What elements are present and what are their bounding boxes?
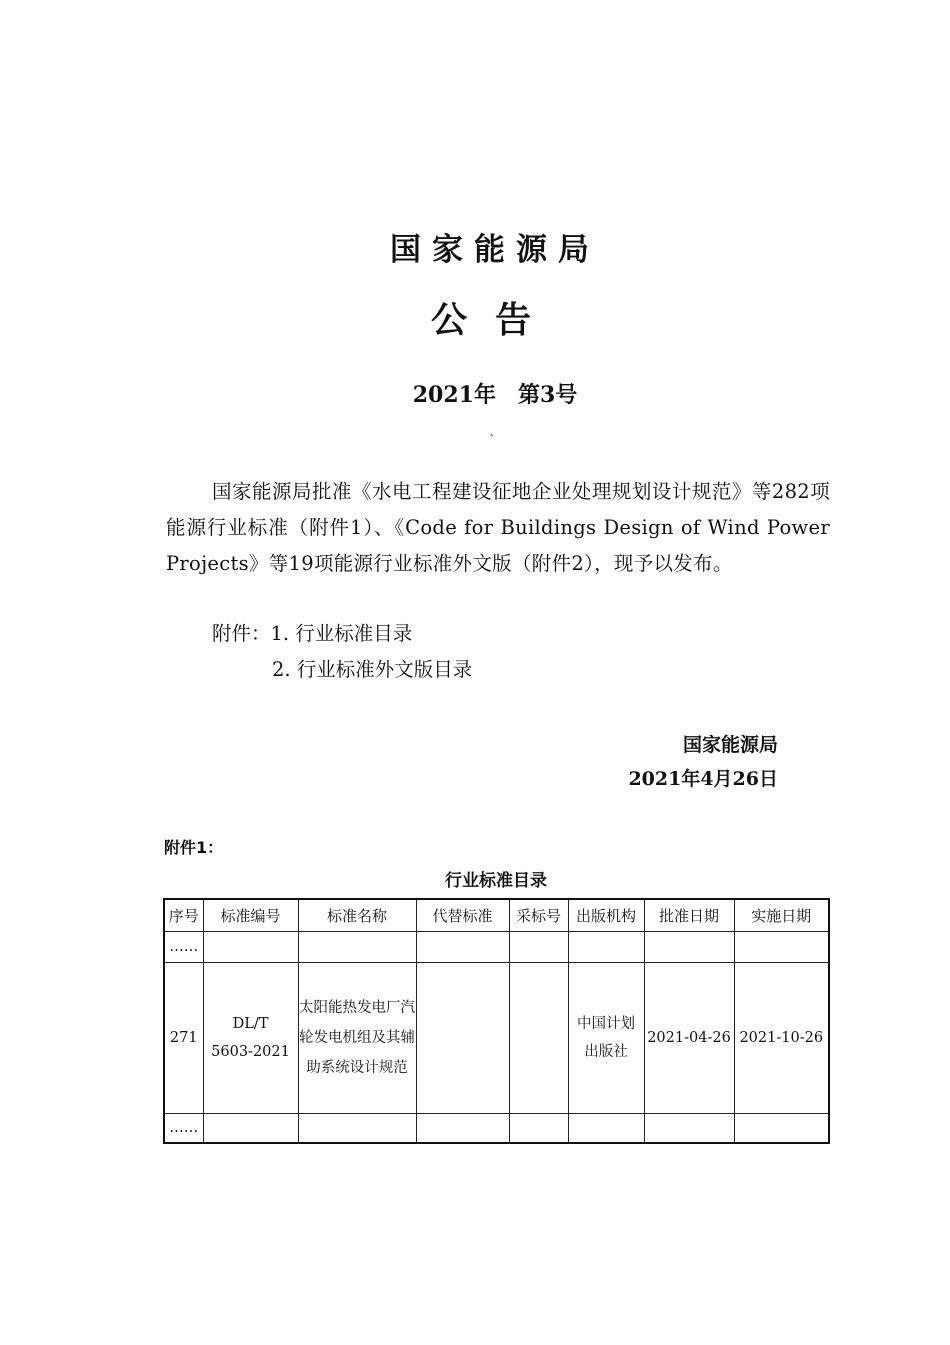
announcement-heading: 公告 xyxy=(430,300,559,341)
ellipsis-cell: …… xyxy=(164,932,203,963)
table-header-row xyxy=(164,899,829,932)
column-header-publisher: 出版机构 xyxy=(568,899,644,932)
cell-seq: 271 xyxy=(164,963,203,1114)
column-header-replaces: 代替标准 xyxy=(416,899,509,932)
cell-code-line1: DL/T xyxy=(232,1016,269,1032)
column-header-effective: 实施日期 xyxy=(734,899,829,932)
table-row xyxy=(164,963,829,1114)
column-header-name: 标准名称 xyxy=(298,899,416,932)
cell-adopted xyxy=(509,963,568,1114)
attachment-item-1: 附件：1. 行业标准目录 xyxy=(212,622,413,645)
cell-effective: 2021-10-26 xyxy=(734,963,829,1114)
signature-organization: 国家能源局 xyxy=(682,734,778,756)
column-header-code: 标准编号 xyxy=(203,899,298,932)
cell-code-line2: 5603-2021 xyxy=(211,1044,290,1060)
cell-replaces xyxy=(416,963,509,1114)
table-row-ellipsis xyxy=(164,1114,829,1144)
cell-code xyxy=(203,963,298,1114)
column-header-seq: 序号 xyxy=(164,899,203,932)
scan-mark: ` xyxy=(489,433,496,449)
announcement-number: 2021年 第3号 xyxy=(412,382,578,408)
cell-name: 太阳能热发电厂汽轮发电机组及其辅助系统设计规范 xyxy=(298,963,416,1114)
cell-publisher: 中国计划出版社 xyxy=(568,963,644,1114)
standards-catalog-table xyxy=(163,898,830,1144)
appendix-label: 附件1： xyxy=(164,838,224,857)
column-header-approved: 批准日期 xyxy=(644,899,734,932)
attachment-item-2: 2. 行业标准外文版目录 xyxy=(272,658,473,681)
appendix-table-title: 行业标准目录 xyxy=(445,871,547,891)
issuing-organization: 国家能源局 xyxy=(390,232,600,268)
table-row-ellipsis xyxy=(164,932,829,963)
cell-approved: 2021-04-26 xyxy=(644,963,734,1114)
ellipsis-cell: …… xyxy=(164,1114,203,1144)
column-header-adopted: 采标号 xyxy=(509,899,568,932)
signature-date: 2021年4月26日 xyxy=(628,768,778,790)
announcement-body: 国家能源局批准《水电工程建设征地企业处理规划设计规范》等282项能源行业标准（附件1）、《Code for Buildings Design of Wind Power Projects》等19项能源行业标准外文版（附件2），现予以发布。 xyxy=(166,480,830,575)
